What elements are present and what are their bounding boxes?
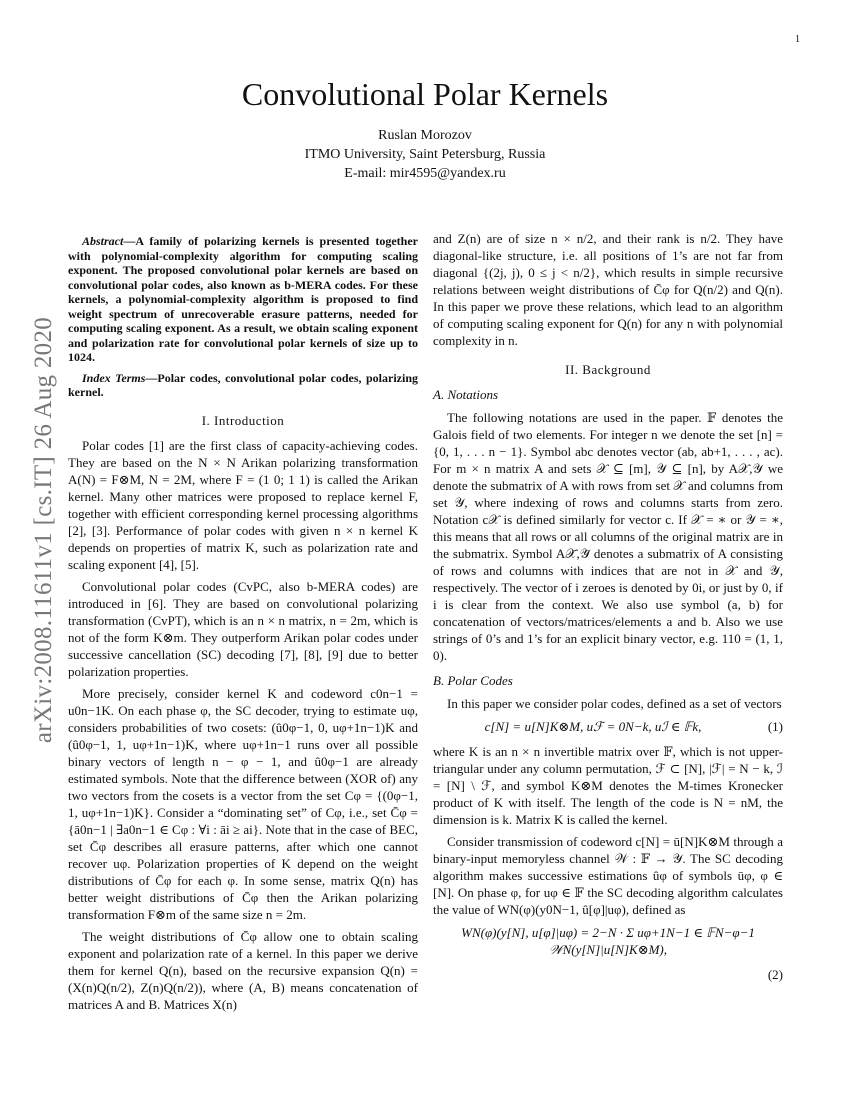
page-number: 1 [795,34,800,45]
paper-title: Convolutional Polar Kernels [241,76,609,112]
equation-1 [433,718,783,735]
arxiv-side-stamp [14,250,74,810]
intro-paragraph-5: and Z(n) are of size n × n/2, and their rank is n/2. They have diagonal-like structure, i.e. all positions of 1’s are not far from diagonal {(2j, j), 0 ≤ j < n/2}, which results in simple recursive relations between weight distributions of C̄φ for Q(n/2) and Q(n). In this paper we prove these relations, which lead to an algorithm of computing scaling exponent for Q(n) for any n with polynomial complexity in n. [433,231,783,348]
author-name: Ruslan Morozov [378,128,472,143]
equation-1-number: (1) [767,719,783,734]
right-column [433,230,783,987]
author-affiliation: ITMO University, Saint Petersburg, Russia [304,147,546,162]
intro-paragraph-3: More precisely, consider kernel K and codeword c0n−1 = u0n−1K. On each phase φ, the SC decoder, trying to estimate uφ, considers probabilities of two cosets: (û0φ−1, 0, uφ+1n−1)K and (û0φ−1, 1, uφ+1n−1)K, where uφ+1n−1 runs over all possible binary vectors of length n − φ − 1, and û0φ−1 are already estimated symbols. Note that the difference between (XOR of) any two vectors from the cosets is a vector from the set Cφ = {(0φ−1, 1, uφ+1n−1)K}. Consider a “dominating set” of Cφ, i.e., set C̄φ = {ā0n−1 | ∃a0n−1 ∈ Cφ : ∀i : āi ≥ ai}. Note that in the case of BEC, set C̄φ describes all erasure patterns, after which one cannot recover uφ. Polarization properties of K depend on the weight distributions of C̄φ for each φ. In some sense, matrix Q(n) has better weight distributions of C̄φ then the Arikan polarizing transformation F⊗m of the same size n = 2m. [68,685,418,922]
notations-paragraph: The following notations are used in the paper. 𝔽 denotes the Galois field of two elements. For integer n we denote the set [n] = {0, 1, . . . n − 1}. Symbol abc denotes vector (ab, ab+1, . . . , ac). For m × n matrix A and sets 𝒳 ⊆ [m], 𝒴 ⊆ [n], by A𝒳,𝒴 we denote the submatrix of A with rows from set 𝒳 and columns from set 𝒴, where indexing of rows and columns starts from zero. Notation c𝒳 is defined similarly for vector c. If 𝒳 = ∗ or 𝒴 = ∗, this means that all rows or all columns of the original matrix are in the submatrix. Symbol A𝒳̄,𝒴̄ denotes a submatrix of A consisting of rows and columns with indices that are not in 𝒳 and 𝒴, respectively. The vector of i zeroes is denoted by 0i, or just by 0, if i is clear from the context. We also use symbol (a, b) for concatenation of vectors/matrices/elements a and b. Also we use strings of 0’s and 1’s for an explicit binary vector, e.g. 110 = (1, 1, 0). [433,410,783,663]
subsection-heading-polar-codes: B. Polar Codes [433,673,513,688]
section-heading-introduction: I. Introduction [201,412,285,428]
equation-2-body: WN(φ)(y[N], u[φ]|uφ) = 2−N · Σ uφ+1N−1 ∈ 𝔽N−φ−1 𝒲N(y[N]|u[N]K⊗M), [461,925,755,957]
abstract [68,234,418,365]
left-column [68,234,418,1018]
intro-paragraph-2: Convolutional polar codes (CvPC, also b-MERA codes) are introduced in [6]. They are based on convolutional polarizing transformation (CvPT), which is an n × n matrix, n = 2m, which is not of the form K⊗m. They outperform Arikan polar codes under successive cancellation (SC) decoding [7], [8], [9] due to better polarization properties. [68,578,418,679]
arxiv-identifier: arXiv:2008.11611v1 [cs.IT] 26 Aug 2020 [30,316,57,744]
equation-2-number: (2) [767,967,783,982]
author-email: E-mail: mir4595@yandex.ru [344,166,506,181]
index-terms-text: —Polar codes, convolutional polar codes, polarizing kernel. [68,370,418,399]
index-terms-label: Index Terms [82,370,146,385]
index-terms [68,371,418,400]
section-heading-background: II. Background [565,362,651,377]
equation-2 [433,924,783,958]
intro-paragraph-1: Polar codes [1] are the first class of capacity-achieving codes. They are based on the N × N Arikan polarizing transformation A(N) = F⊗M, N = 2M, where F = (1 0; 1 1) is called the Arikan kernel. Many other matrices were proposed to replace kernel F, together with efficient corresponding kernel processing algorithms [2], [3]. Performance of polar codes with given n × n kernel K depends on properties of matrix K, such as polarization rate and scaling exponent [4], [5]. [68,437,418,572]
polar-codes-paragraph-2: where K is an n × n invertible matrix over 𝔽, which is not upper-triangular under any column permutation, ℱ ⊂ [N], |ℱ| = N − k, ℐ = [N] \ ℱ, and symbol K⊗M denotes the M-times Kronecker product of K with itself. The length of the code is N = nM, the dimension is k. Matrix K is called the kernel. [433,744,783,827]
intro-paragraph-4: The weight distributions of C̄φ allow one to obtain scaling exponent and polarization rate of a kernel. In this paper we derive them for kernel Q(n), based on the recursive expansion Q(n) = (X(n)Q(n/2), Z(n)Q(n/2)), where (A, B) means concatenation of matrices A and B. Matrices X(n) [68,928,418,1012]
abstract-text: —A family of polarizing kernels is presented together with polynomial-complexity algorithm for computing scaling exponent. The proposed convolutional polar kernels are based on convolutional polar codes, also known as b-MERA codes. For these kernels, a polynomial-complexity algorithm is proposed to find weight spectrum of unrecoverable erasure patterns, needed for computing scaling exponent. As a result, we obtain scaling exponent and polarization rate for convolutional polar kernels of size up to 1024. [68,234,418,364]
abstract-label: Abstract [82,234,124,248]
author-block [0,126,850,183]
polar-codes-paragraph-1: In this paper we consider polar codes, defined as a set of vectors [447,696,782,711]
polar-codes-paragraph-3: Consider transmission of codeword c[N] = ū[N]K⊗M through a binary-input memoryless channel 𝒲 : 𝔽 → 𝒴. The SC decoding algorithm makes successive estimations ûφ of symbols ūφ, φ ∈ [N]. On phase φ, for uφ ∈ 𝔽 the SC decoding algorithm calculates the value of WN(φ)(y0N−1, û[φ]|uφ), defined as [433,834,783,917]
subsection-heading-notations: A. Notations [433,387,499,402]
equation-1-body: c[N] = u[N]K⊗M, uℱ = 0N−k, uℐ ∈ 𝔽k, [484,719,702,734]
